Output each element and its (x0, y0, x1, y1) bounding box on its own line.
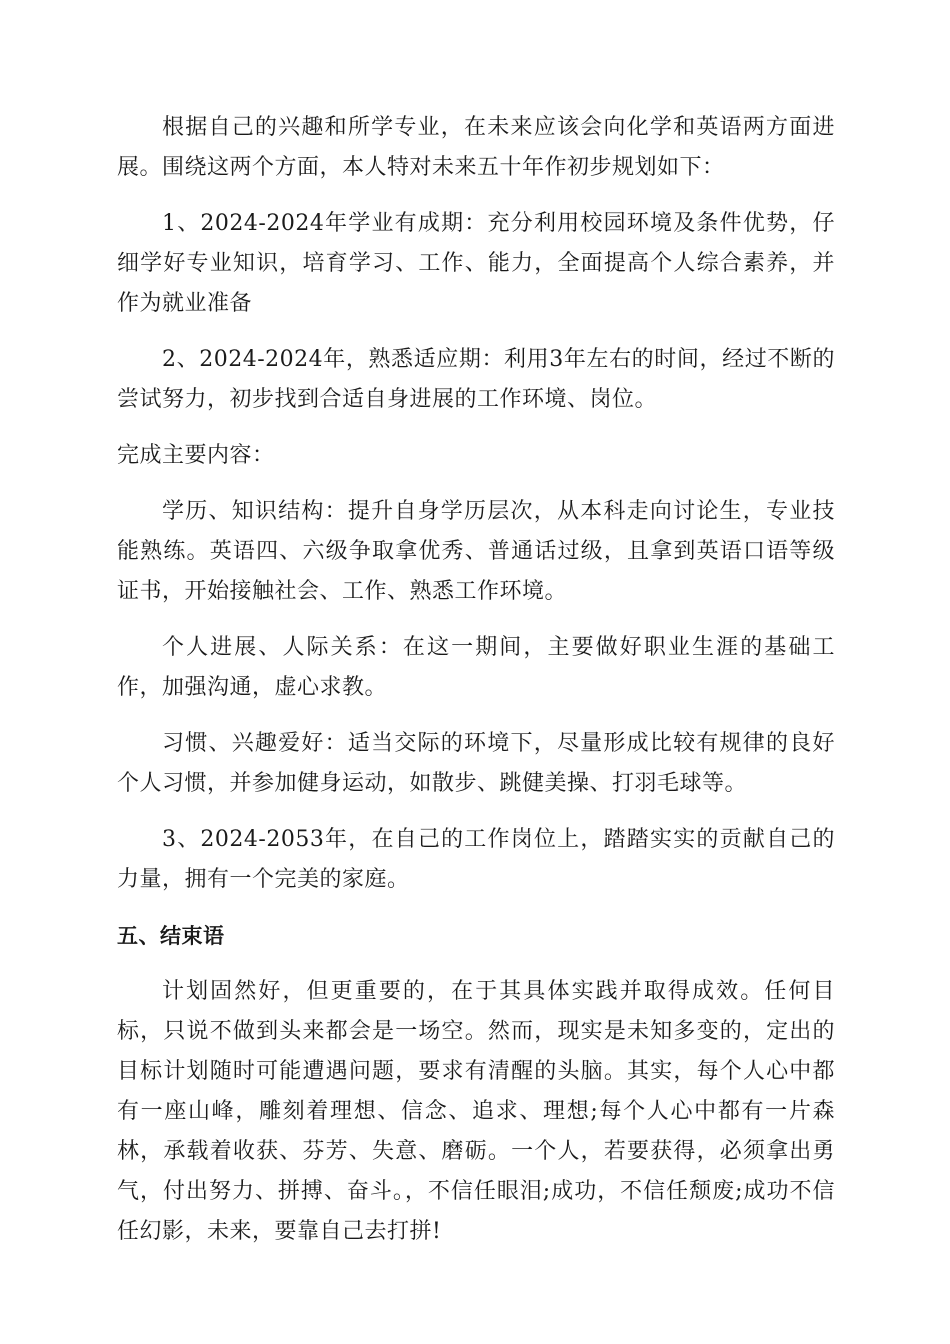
paragraph-main-content-label: 完成主要内容： (117, 443, 275, 468)
paragraph-intro: 根据自己的兴趣和所学专业，在未来应该会向化学和英语两方面进展。围绕这两个方面，本人特对未来五十年作初步规划如下： (117, 115, 835, 180)
paragraph-conclusion: 计划固然好，但更重要的，在于其具体实践并取得成效。任何目标，只说不做到头来都会是一场空。然而，现实是未知多变的，定出的目标计划随时可能遭遇问题，要求有清醒的头脑。其实，每个人心中都有一座山峰，雕刻着理想、信念、追求、理想;每个人心中都有一片森林，承载着收获、芬芳、失意、磨砺。一个人，若要获得，必须拿出勇气，付出努力、拼搏、奋斗。，不信任眼泪;成功，不信任颓废;成功不信任幻影，未来，要靠自己去打拼! (117, 979, 835, 1244)
paragraph-habits: 习惯、兴趣爱好：适当交际的环境下，尽量形成比较有规律的良好个人习惯，并参加健身运动，如散步、跳健美操、打羽毛球等。 (117, 731, 835, 796)
document-body (117, 108, 835, 1268)
paragraph-stage-3: 3、2024-2053年，在自己的工作岗位上，踏踏实实的贡献自己的力量，拥有一个完美的家庭。 (117, 827, 835, 892)
section-heading-conclusion: 五、结束语 (117, 924, 225, 948)
paragraph-stage-2: 2、2024-2024年，熟悉适应期：利用3年左右的时间，经过不断的尝试努力，初步找到合适自身进展的工作环境、岗位。 (117, 347, 835, 412)
paragraph-stage-1: 1、2024-2024年学业有成期：充分利用校园环境及条件优势，仔细学好专业知识，培育学习、工作、能力，全面提高个人综合素养，并作为就业准备 (117, 211, 835, 316)
paragraph-personal-development: 个人进展、人际关系：在这一期间，主要做好职业生涯的基础工作，加强沟通，虚心求教。 (117, 635, 835, 700)
paragraph-education: 学历、知识结构：提升自身学历层次，从本科走向讨论生，专业技能熟练。英语四、六级争取拿优秀、普通话过级，且拿到英语口语等级证书，开始接触社会、工作、熟悉工作环境。 (117, 499, 835, 604)
